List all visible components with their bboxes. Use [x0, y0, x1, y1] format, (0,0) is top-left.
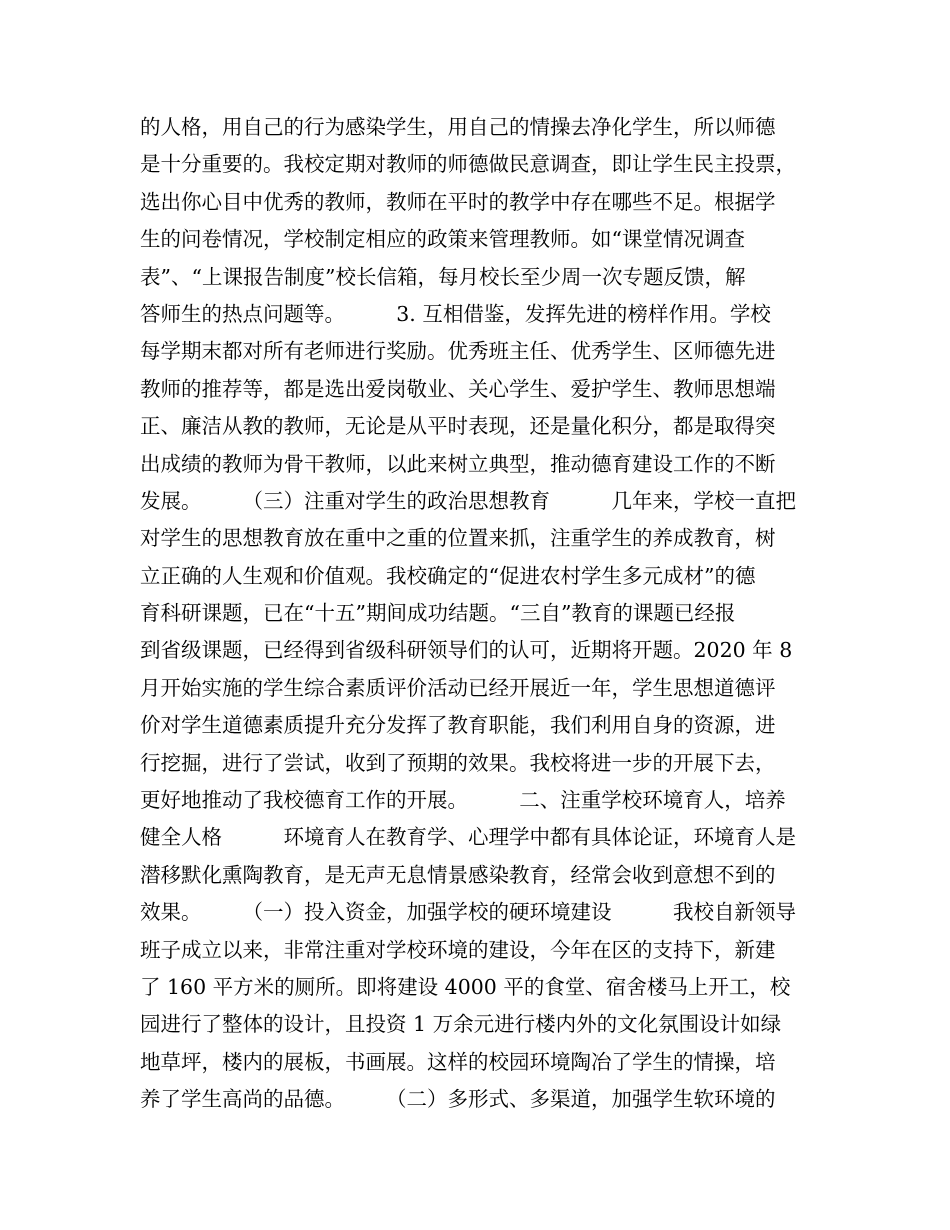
text-line: 出成绩的教师为骨干教师，以此来树立典型，推动德育建设工作的不断	[140, 451, 776, 476]
text-line: 对学生的思想教育放在重中之重的位置来抓，注重学生的养成教育，树	[140, 526, 776, 551]
text-line: 选出你心目中优秀的教师，教师在平时的教学中存在哪些不足。根据学	[140, 189, 776, 214]
text-line: 是十分重要的。我校定期对教师的师德做民意调查，即让学生民主投票，	[140, 152, 796, 177]
text-line: 潜移默化熏陶教育，是无声无息情景感染教育，经常会收到意想不到的	[140, 862, 776, 887]
text-line: 园进行了整体的设计，且投资 1 万余元进行楼内外的文化氛围设计如绿	[140, 1012, 782, 1037]
text-line: 养了学生高尚的品德。 （二）多形式、多渠道，加强学生软环境的	[140, 1087, 776, 1112]
text-line: 教师的推荐等，都是选出爱岗敬业、关心学生、爱护学生、教师思想端	[140, 376, 776, 401]
text-line: 到省级课题，已经得到省级科研领导们的认可，近期将开题。2020 年 8	[140, 638, 793, 663]
text-line: 班子成立以来，非常注重对学校环境的建设，今年在区的支持下，新建	[140, 937, 776, 962]
text-line: 表”、“上课报告制度”校长信箱，每月校长至少周一次专题反馈，解	[140, 264, 746, 289]
text-line: 更好地推动了我校德育工作的开展。 二、注重学校环境育人，培养	[140, 788, 786, 813]
text-line: 答师生的热点问题等。 3. 互相借鉴，发挥先进的榜样作用。学校	[140, 301, 771, 326]
text-line: 的人格，用自己的行为感染学生，用自己的情操去净化学生，所以师德	[140, 115, 776, 139]
text-line: 立正确的人生观和价值观。我校确定的“促进农村学生多元成材”的德	[140, 563, 756, 588]
text-line: 生的问卷情况，学校制定相应的政策来管理教师。如“课堂情况调查	[140, 227, 745, 252]
text-line: 价对学生道德素质提升充分发挥了教育职能，我们利用自身的资源，进	[140, 713, 776, 738]
text-line: 育科研课题，已在“十五”期间成功结题。“三自”教育的课题已经报	[140, 601, 736, 626]
text-line: 健全人格 环境育人在教育学、心理学中都有具体论证，环境育人是	[140, 825, 796, 850]
text-line: 行挖掘，进行了尝试，收到了预期的效果。我校将进一步的开展下去，	[140, 750, 776, 775]
text-line: 效果。 （一）投入资金，加强学校的硬环境建设 我校自新领导	[140, 900, 796, 925]
body-text	[140, 109, 820, 1119]
text-line: 地草坪，楼内的展板，书画展。这样的校园环境陶冶了学生的情操，培	[140, 1049, 776, 1074]
text-line: 每学期末都对所有老师进行奖励。优秀班主任、优秀学生、区师德先进	[140, 339, 776, 364]
text-line: 了 160 平方米的厕所。即将建设 4000 平的食堂、宿舍楼马上开工，校	[140, 974, 791, 999]
text-line: 月开始实施的学生综合素质评价活动已经开展近一年，学生思想道德评	[140, 675, 776, 700]
text-line: 正、廉洁从教的教师，无论是从平时表现，还是量化积分，都是取得突	[140, 414, 776, 439]
text-line: 发展。 （三）注重对学生的政治思想教育 几年来，学校一直把	[140, 488, 796, 513]
